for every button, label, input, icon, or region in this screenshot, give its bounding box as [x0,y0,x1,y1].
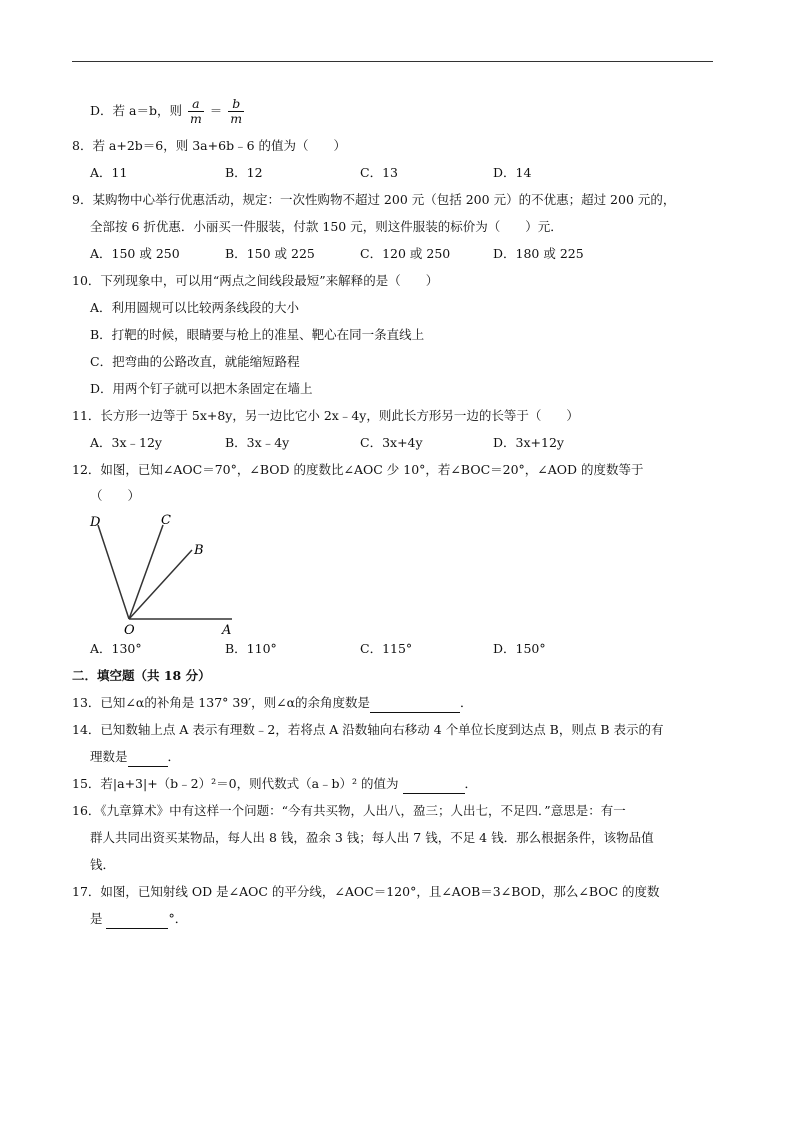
ray-oc [129,525,163,619]
q11-option-b: B．3x﹣4y [225,435,290,450]
fraction-a-over-m: $\frac{a}{m}$ [189,96,202,126]
q9-line1: 9．某购物中心举行优惠活动，规定：一次性购物不超过 200 元（包括 200 元）的不优惠；超过 200 元的， [72,192,676,207]
q8-option-a: A．11 [90,165,128,180]
q12-option-d: D．150° [493,641,546,656]
equals-sign: ＝ [209,103,223,118]
q17-answer-blank[interactable] [106,910,168,929]
q17-line1: 17．如图，已知射线 OD 是∠AOC 的平分线，∠AOC＝120°，且∠AOB＝3∠BOD，那么∠BOC 的度数 [72,884,660,899]
label-b: B [194,543,204,558]
q14-answer-blank[interactable] [128,748,168,767]
q16-line2: 群人共同出资买某物品，每人出 8 钱，盈余 3 钱；每人出 7 钱，不足 4 钱．那么根据条件，该物品值 [90,830,654,845]
q11-option-c: C．3x+4y [360,435,423,450]
q10-option-d: D．用两个钉子就可以把木条固定在墙上 [90,381,313,396]
q12-option-b: B．110° [225,641,277,656]
q16-line1: 16．《九章算术》中有这样一个问题：“今有共买物，人出八，盈三；人出七，不足四．”意思是：有一 [72,803,626,818]
q7-option-d-text: D．若 a＝b，则 [90,103,182,118]
label-d: D [90,515,101,530]
q10-option-c: C．把弯曲的公路改直，就能缩短路程 [90,354,300,369]
q10-option-a: A．利用圆规可以比较两条线段的大小 [90,300,300,315]
q9-option-b: B．150 或 225 [225,246,315,261]
q11-stem: 11．长方形一边等于 5x+8y，另一边比它小 2x﹣4y，则此长方形另一边的长等于（ ） [72,408,579,423]
q11-option-a: A．3x﹣12y [90,435,162,450]
q13-stem: 13．已知∠α的补角是 137° 39′，则∠α的余角度数是 ． [72,694,473,713]
header-rule [72,61,713,62]
fraction-b-over-m: $\frac{b}{m}$ [230,96,243,126]
q8-option-d: D．14 [493,165,532,180]
q17-line2: 是 °． [90,910,187,929]
q8-option-c: C．13 [360,165,398,180]
q15-stem: 15．若|a+3|+（b﹣2）²＝0，则代数式（a﹣b）² 的值为 ． [72,775,477,794]
q14-line1: 14．已知数轴上点 A 表示有理数﹣2，若将点 A 沿数轴向右移动 4 个单位长度到达点 B，则点 B 表示的有 [72,722,664,737]
q15-answer-blank[interactable] [403,775,465,794]
q10-option-b: B．打靶的时候，眼睛要与枪上的准星、靶心在同一条直线上 [90,327,425,342]
q12-option-a: A．130° [90,641,142,656]
q10-stem: 10．下列现象中，可以用“两点之间线段最短”来解释的是（ ） [72,273,439,288]
ray-od [98,525,129,619]
q12-option-c: C．115° [360,641,413,656]
section2-title: 二．填空题（共 18 分） [72,668,211,683]
q9-line2: 全部按 6 折优惠．小丽买一件服装，付款 150 元，则这件服装的标价为（ ）元． [90,219,563,234]
q8-stem: 8．若 a+2b＝6，则 3a+6b﹣6 的值为（ ） [72,138,346,153]
q12-line1: 12．如图，已知∠AOC＝70°，∠BOD 的度数比∠AOC 少 10°，若∠BOC＝20°，∠AOD 的度数等于 [72,462,644,477]
q12-line2: （ ） [90,488,141,503]
q14-line2: 理数是 ． [90,748,180,767]
q8-option-b: B．12 [225,165,263,180]
q9-option-c: C．120 或 250 [360,246,451,261]
q9-option-a: A．150 或 250 [90,246,180,261]
q9-option-d: D．180 或 225 [493,246,584,261]
q16-line3: 钱． [90,857,116,872]
ray-ob [129,550,192,619]
label-o: O [124,623,135,635]
q13-answer-blank[interactable] [370,694,460,713]
q12-angle-figure [84,510,244,635]
q7-option-d [90,97,246,126]
label-c: C [161,513,171,528]
q11-option-d: D．3x+12y [493,435,564,450]
label-a: A [222,623,232,635]
